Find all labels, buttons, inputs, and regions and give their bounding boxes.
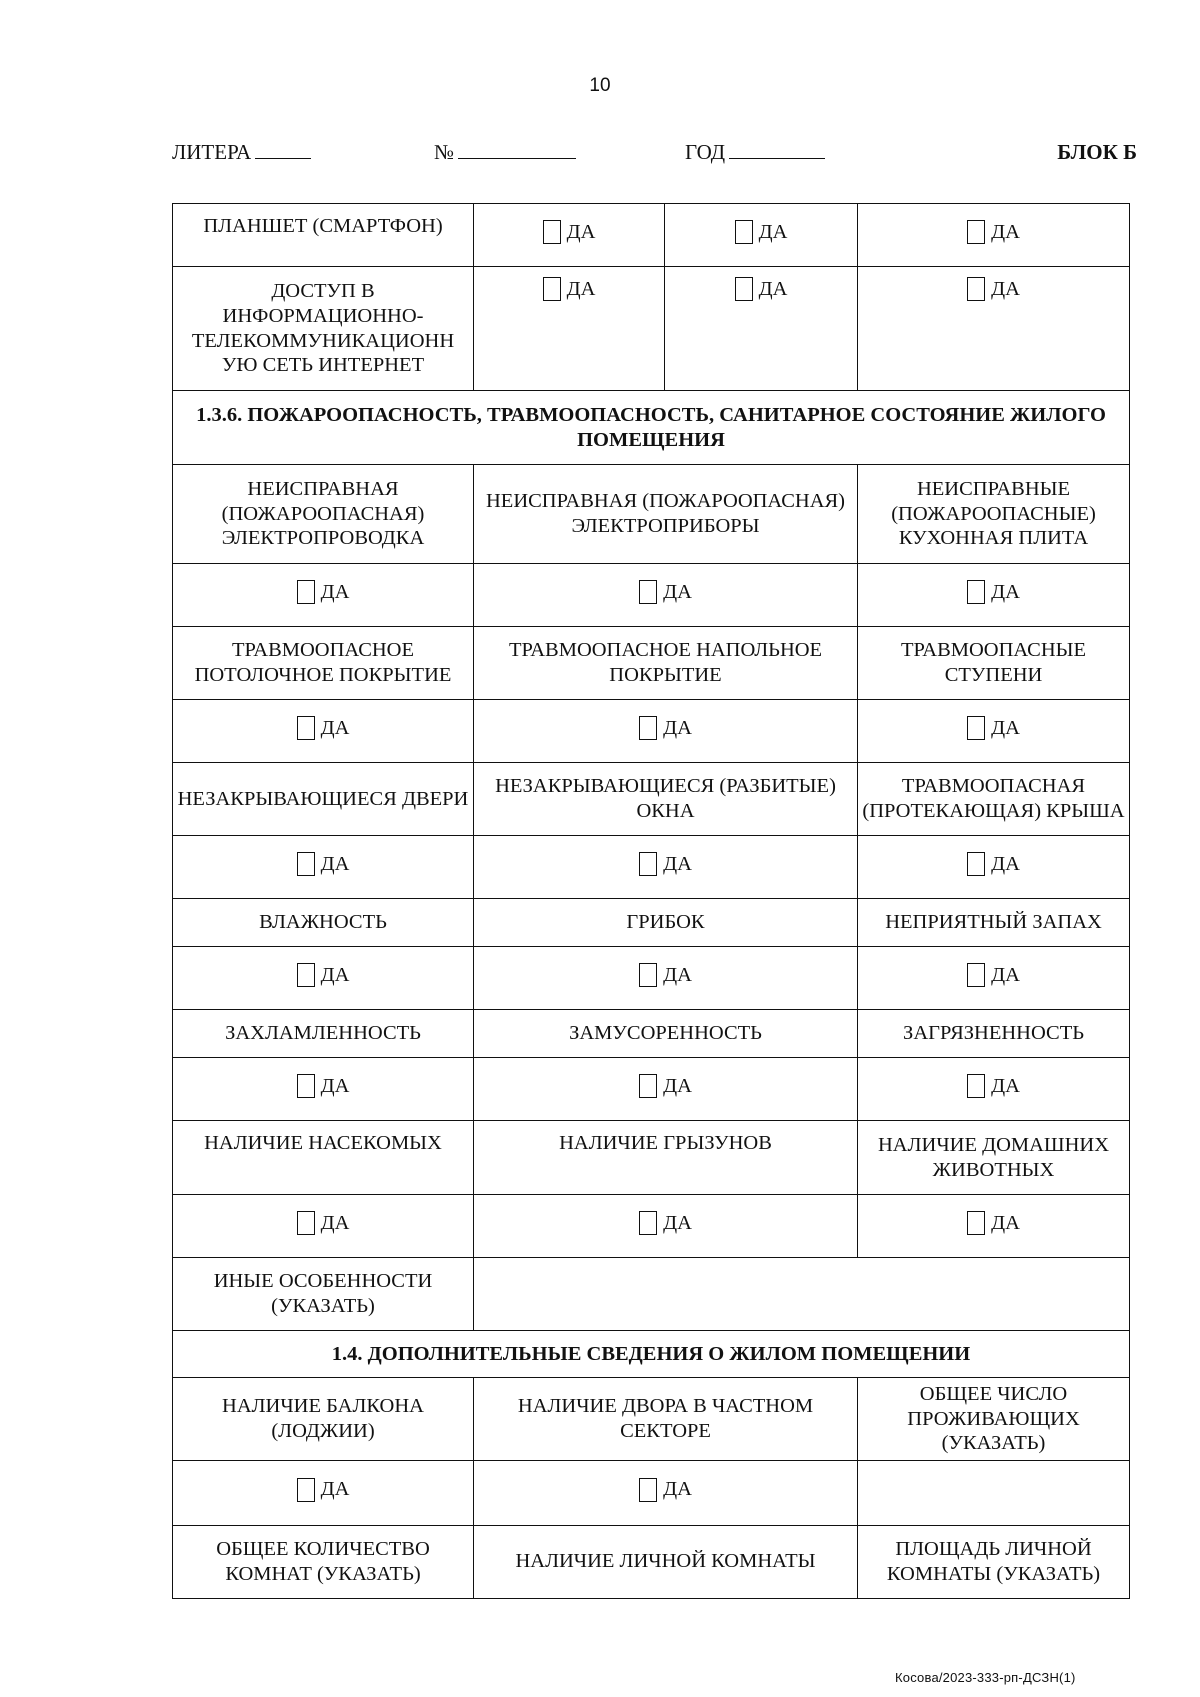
- year-blank[interactable]: [729, 140, 825, 159]
- checkbox-square-icon: [639, 716, 657, 740]
- yes-checkbox[interactable]: [735, 220, 788, 245]
- condition-label: ТРАВМООПАСНАЯ (ПРОТЕКАЮЩАЯ) КРЫША: [858, 763, 1130, 836]
- checkbox-cell: [665, 267, 858, 391]
- checkbox-label: ДА: [991, 580, 1020, 603]
- year-label: ГОД: [685, 140, 726, 164]
- checkbox-label: ДА: [320, 852, 350, 875]
- checkbox-square-icon: [297, 1074, 315, 1098]
- housing-label: ОБЩЕЕ ЧИСЛО ПРОЖИВАЮЩИХ (УКАЗАТЬ): [858, 1378, 1130, 1461]
- checkbox-label: ДА: [566, 278, 596, 300]
- section-heading-row: [173, 1331, 1130, 1378]
- housing-label: ОБЩЕЕ КОЛИЧЕСТВО КОМНАТ (УКАЗАТЬ): [173, 1525, 474, 1598]
- number-blank[interactable]: [458, 140, 576, 159]
- checkbox-square-icon: [639, 1211, 657, 1235]
- table-row-tablet: [173, 204, 1130, 267]
- yes-checkbox[interactable]: [297, 852, 350, 877]
- condition-label: ВЛАЖНОСТЬ: [173, 899, 474, 947]
- table-row-labels: [173, 1378, 1130, 1461]
- condition-label: НЕЗАКРЫВАЮЩИЕСЯ ДВЕРИ: [173, 763, 474, 836]
- year-field: [685, 140, 825, 165]
- checkbox-label: ДА: [320, 1211, 350, 1234]
- number-field: [434, 140, 576, 165]
- checkbox-cell: [474, 204, 665, 267]
- checkbox-label: ДА: [991, 278, 1020, 300]
- checkbox-square-icon: [967, 1074, 985, 1098]
- condition-label: ЗАГРЯЗНЕННОСТЬ: [858, 1010, 1130, 1058]
- checkbox-label: ДА: [320, 580, 350, 603]
- yes-checkbox[interactable]: [297, 716, 350, 741]
- checkbox-label: ДА: [991, 1211, 1020, 1234]
- other-features-field[interactable]: [474, 1258, 1130, 1331]
- yes-checkbox[interactable]: [297, 580, 350, 605]
- checkbox-label: ДА: [663, 1211, 692, 1234]
- checkbox-square-icon: [543, 220, 561, 244]
- yes-checkbox[interactable]: [639, 852, 692, 877]
- document-code: Косова/2023-333-рп-ДСЗН(1): [895, 1670, 1076, 1685]
- residents-count-field[interactable]: [858, 1460, 1130, 1525]
- checkbox-label: ДА: [320, 716, 350, 739]
- checkbox-square-icon: [639, 852, 657, 876]
- checkbox-label: ДА: [991, 852, 1020, 875]
- checkbox-label: ДА: [663, 852, 692, 875]
- condition-label: ТРАВМООПАСНОЕ ПОТОЛОЧНОЕ ПОКРЫТИЕ: [173, 627, 474, 700]
- condition-label: НЕИСПРАВНЫЕ (ПОЖАРООПАСНЫЕ) КУХОННАЯ ПЛИТА: [858, 465, 1130, 564]
- yes-checkbox[interactable]: [297, 1074, 350, 1099]
- table-row-checkboxes: [173, 1460, 1130, 1525]
- checkbox-square-icon: [967, 963, 985, 987]
- table-row-checkboxes: [173, 700, 1130, 763]
- checkbox-square-icon: [967, 1211, 985, 1235]
- form-table: [172, 203, 1130, 1599]
- block-label: БЛОК Б: [1057, 140, 1137, 164]
- yes-checkbox[interactable]: [639, 1074, 692, 1099]
- yes-checkbox[interactable]: [967, 1211, 1020, 1236]
- yes-checkbox[interactable]: [967, 716, 1020, 741]
- checkbox-square-icon: [297, 852, 315, 876]
- internet-label: ДОСТУП В ИНФОРМАЦИОННО-ТЕЛЕКОММУНИКАЦИОНН УЮ СЕТЬ ИНТЕРНЕТ: [173, 267, 474, 391]
- checkbox-cell: [474, 267, 665, 391]
- yes-checkbox[interactable]: [967, 220, 1020, 245]
- checkbox-cell: [858, 204, 1130, 267]
- yes-checkbox[interactable]: [297, 963, 350, 988]
- checkbox-square-icon: [543, 277, 561, 301]
- table-row-labels: [173, 1010, 1130, 1058]
- table-row-internet: [173, 267, 1130, 391]
- yes-checkbox[interactable]: [967, 580, 1020, 605]
- checkbox-label: ДА: [663, 1074, 692, 1097]
- checkbox-label: ДА: [320, 963, 350, 986]
- yes-checkbox[interactable]: [639, 716, 692, 741]
- checkbox-label: ДА: [663, 716, 692, 739]
- number-label: №: [434, 140, 455, 164]
- checkbox-square-icon: [967, 852, 985, 876]
- table-row-labels: [173, 1121, 1130, 1195]
- yes-checkbox[interactable]: [297, 1477, 350, 1502]
- litera-label: ЛИТЕРА: [172, 140, 252, 164]
- checkbox-label: ДА: [663, 580, 692, 603]
- table-row-labels: [173, 1525, 1130, 1598]
- checkbox-square-icon: [297, 716, 315, 740]
- yes-checkbox[interactable]: [639, 1211, 692, 1236]
- condition-label: НЕПРИЯТНЫЙ ЗАПАХ: [858, 899, 1130, 947]
- table-row-labels: [173, 763, 1130, 836]
- checkbox-label: ДА: [566, 220, 596, 243]
- condition-label: НАЛИЧИЕ ГРЫЗУНОВ: [474, 1121, 858, 1195]
- yes-checkbox[interactable]: [297, 1211, 350, 1236]
- condition-label: НАЛИЧИЕ ДОМАШНИХ ЖИВОТНЫХ: [858, 1121, 1130, 1195]
- table-row-checkboxes: [173, 564, 1130, 627]
- checkbox-square-icon: [297, 1478, 315, 1502]
- checkbox-square-icon: [967, 580, 985, 604]
- checkbox-label: ДА: [991, 1074, 1020, 1097]
- yes-checkbox[interactable]: [543, 220, 596, 245]
- section-136-title: 1.3.6. ПОЖАРООПАСНОСТЬ, ТРАВМООПАСНОСТЬ, САНИТАРНОЕ СОСТОЯНИЕ ЖИЛОГО ПОМЕЩЕНИЯ: [173, 391, 1130, 465]
- condition-label: ТРАВМООПАСНЫЕ СТУПЕНИ: [858, 627, 1130, 700]
- checkbox-square-icon: [297, 963, 315, 987]
- table-row-checkboxes: [173, 836, 1130, 899]
- checkbox-cell: [858, 267, 1130, 391]
- checkbox-label: ДА: [758, 220, 788, 243]
- condition-label: НАЛИЧИЕ НАСЕКОМЫХ: [173, 1121, 474, 1195]
- yes-checkbox[interactable]: [543, 277, 596, 302]
- tablet-label: ПЛАНШЕТ (СМАРТФОН): [173, 204, 474, 267]
- checkbox-square-icon: [639, 1478, 657, 1502]
- checkbox-cell: [665, 204, 858, 267]
- page-number: 10: [589, 75, 611, 96]
- form-header: [172, 140, 1137, 170]
- checkbox-label: ДА: [320, 1478, 350, 1501]
- section-14-title: 1.4. ДОПОЛНИТЕЛЬНЫЕ СВЕДЕНИЯ О ЖИЛОМ ПОМЕЩЕНИИ: [173, 1331, 1130, 1378]
- yes-checkbox[interactable]: [639, 963, 692, 988]
- condition-label: ТРАВМООПАСНОЕ НАПОЛЬНОЕ ПОКРЫТИЕ: [474, 627, 858, 700]
- condition-label: ЗАХЛАМЛЕННОСТЬ: [173, 1010, 474, 1058]
- checkbox-label: ДА: [991, 716, 1020, 739]
- litera-field: [172, 140, 311, 165]
- checkbox-label: ДА: [663, 963, 692, 986]
- yes-checkbox[interactable]: [639, 580, 692, 605]
- litera-blank[interactable]: [255, 140, 311, 159]
- checkbox-square-icon: [297, 1211, 315, 1235]
- condition-label: НЕИСПРАВНАЯ (ПОЖАРООПАСНАЯ) ЭЛЕКТРОПРОВОДКА: [173, 465, 474, 564]
- checkbox-square-icon: [967, 277, 985, 301]
- checkbox-square-icon: [735, 220, 753, 244]
- housing-label: НАЛИЧИЕ ЛИЧНОЙ КОМНАТЫ: [474, 1525, 858, 1598]
- housing-label: ПЛОЩАДЬ ЛИЧНОЙ КОМНАТЫ (УКАЗАТЬ): [858, 1525, 1130, 1598]
- table-row-checkboxes: [173, 1195, 1130, 1258]
- checkbox-label: ДА: [991, 963, 1020, 986]
- checkbox-label: ДА: [663, 1478, 692, 1501]
- table-row-other: [173, 1258, 1130, 1331]
- section-heading-row: [173, 391, 1130, 465]
- housing-label: НАЛИЧИЕ ДВОРА В ЧАСТНОМ СЕКТОРЕ: [474, 1378, 858, 1461]
- yes-checkbox[interactable]: [639, 1477, 692, 1502]
- table-row-labels: [173, 465, 1130, 564]
- condition-label: НЕЗАКРЫВАЮЩИЕСЯ (РАЗБИТЫЕ) ОКНА: [474, 763, 858, 836]
- checkbox-square-icon: [639, 580, 657, 604]
- yes-checkbox[interactable]: [967, 1074, 1020, 1099]
- housing-label: НАЛИЧИЕ БАЛКОНА (ЛОДЖИИ): [173, 1378, 474, 1461]
- yes-checkbox[interactable]: [967, 277, 1020, 302]
- yes-checkbox[interactable]: [735, 277, 788, 302]
- checkbox-label: ДА: [320, 1074, 350, 1097]
- checkbox-square-icon: [297, 580, 315, 604]
- checkbox-square-icon: [967, 220, 985, 244]
- checkbox-label: ДА: [758, 278, 788, 300]
- table-row-checkboxes: [173, 947, 1130, 1010]
- table-row-labels: [173, 627, 1130, 700]
- table-row-checkboxes: [173, 1058, 1130, 1121]
- other-features-label: ИНЫЕ ОСОБЕННОСТИ (УКАЗАТЬ): [173, 1258, 474, 1331]
- condition-label: ГРИБОК: [474, 899, 858, 947]
- yes-checkbox[interactable]: [967, 852, 1020, 877]
- checkbox-square-icon: [639, 1074, 657, 1098]
- yes-checkbox[interactable]: [967, 963, 1020, 988]
- checkbox-square-icon: [639, 963, 657, 987]
- checkbox-square-icon: [735, 277, 753, 301]
- checkbox-square-icon: [967, 716, 985, 740]
- table-row-labels: [173, 899, 1130, 947]
- condition-label: НЕИСПРАВНАЯ (ПОЖАРООПАСНАЯ) ЭЛЕКТРОПРИБОРЫ: [474, 465, 858, 564]
- condition-label: ЗАМУСОРЕННОСТЬ: [474, 1010, 858, 1058]
- checkbox-label: ДА: [991, 220, 1020, 243]
